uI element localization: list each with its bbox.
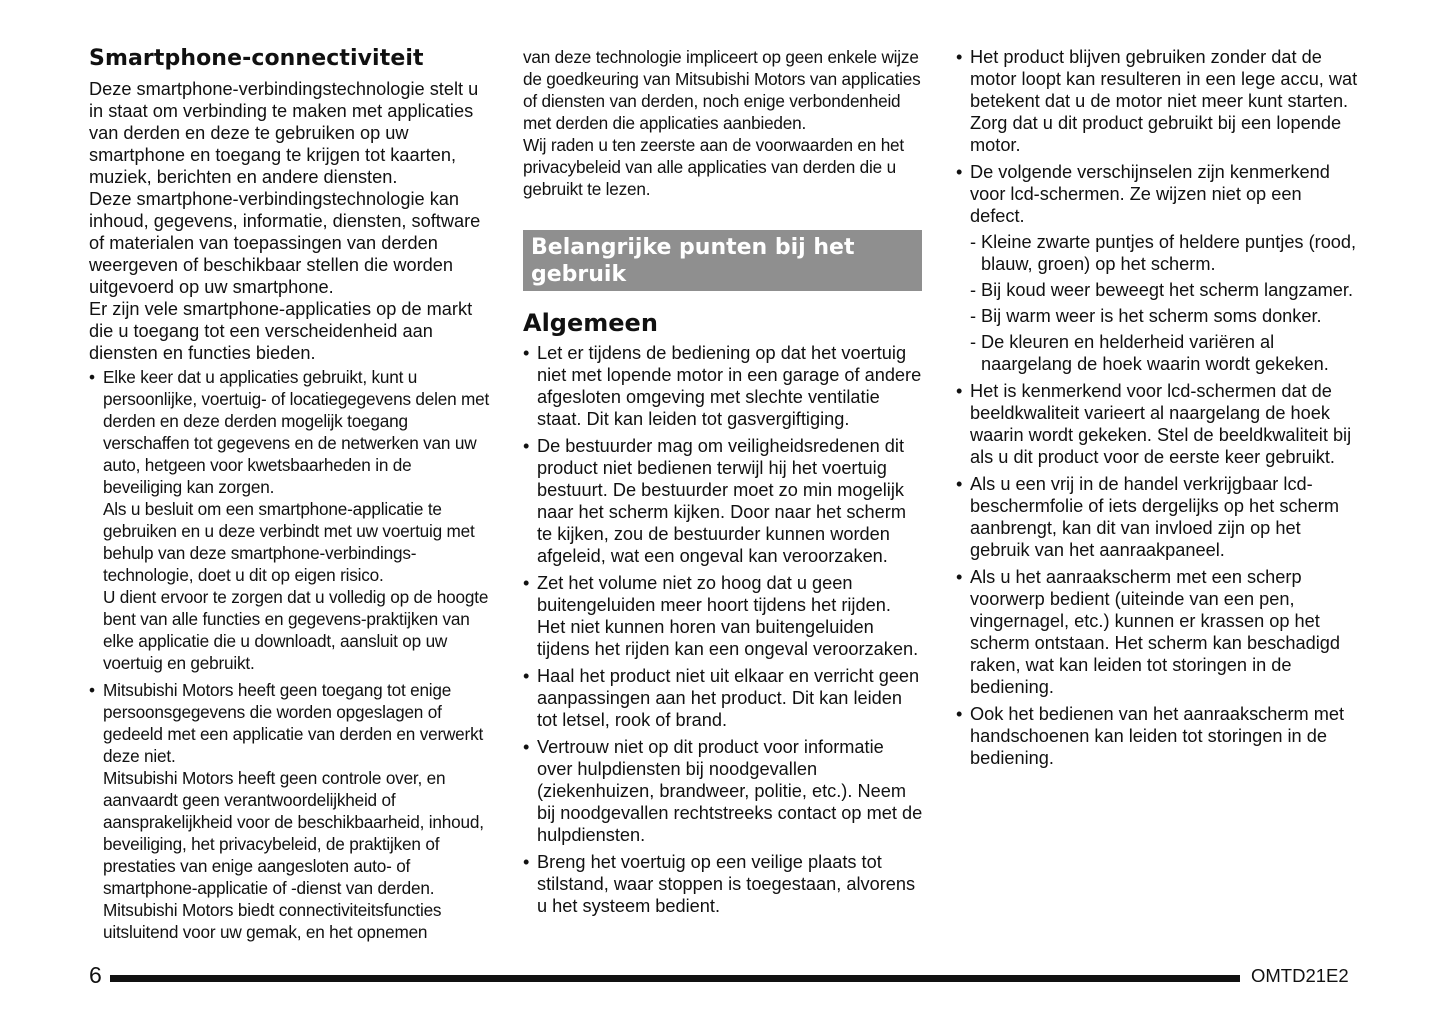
list-item: • Breng het voertuig op een veilige plaats tot stilstand, waar stoppen is toegestaan, alvorens u het systeem bedient.	[523, 851, 923, 917]
bullet-text: • De volgende verschijnselen zijn kenmerkend voor lcd-schermen. Ze wijzen niet op een defect.	[970, 162, 1330, 226]
list-item: • Vertrouw niet op dit product voor informatie over hulpdiensten bij noodgevallen (ziekenhuizen, brandweer, politie, etc.). Neem bij noodgevallen rechtstreeks contact op met de hulpdiensten.	[523, 736, 923, 846]
list-item: • Als u een vrij in de handel verkrijgbaar lcd-beschermfolie of iets dergelijks op het scherm aanbrengt, kan dit van invloed zijn op het gebruik van het aanraakpaneel.	[956, 473, 1360, 561]
column-middle	[523, 46, 923, 922]
list-item: • Zet het volume niet zo hoog dat u geen buitengeluiden meer hoort tijdens het rijden. Het niet kunnen horen van buitengeluiden tijdens het rijden kan een ongeval veroorzaken.	[523, 572, 923, 660]
dash-list	[970, 231, 1360, 375]
bullet-text: Mitsubishi Motors heeft geen controle over, en aanvaardt geen verantwoordelijkheid of aansprakelijkheid voor de beschikbaarheid, inhoud, beveiliging, het privacybeleid, de praktijken of prestaties van enige aangesloten auto- of smartphone-applicatie of -dienst van derden. Mitsubishi Motors biedt connectiviteitsfuncties uitsluitend voor uw gemak, en het opnemen	[103, 768, 484, 942]
section-title: Smartphone-connectiviteit	[89, 46, 424, 71]
section-banner: Belangrijke punten bij het gebruik	[523, 230, 922, 291]
continuation-text: van deze technologie impliceert op geen enkele wijze de goedkeuring van Mitsubishi Motors van applicaties of diensten van derden, noch enige verbondenheid met derden die applicaties aanbieden.	[523, 47, 921, 133]
bullet-list	[956, 46, 1360, 769]
subsection-title: Algemeen	[523, 309, 658, 337]
dash-item: - Bij koud weer beweegt het scherm langzamer.	[970, 279, 1360, 301]
dash-item: - De kleuren en helderheid variëren al naargelang de hoek waarin wordt gekeken.	[970, 331, 1360, 375]
bullet-list	[523, 342, 923, 917]
footer-divider	[110, 975, 1240, 982]
list-item	[956, 161, 1360, 375]
advice-text: Wij raden u ten zeerste aan de voorwaarden en het privacybeleid van alle applicaties van derden die u gebruikt te lezen.	[523, 135, 904, 199]
column-left	[89, 46, 493, 948]
list-item: • Let er tijdens de bediening op dat het voertuig niet met lopende motor in een garage of andere afgesloten omgeving met slechte ventilatie staat. Dit kan leiden tot gasvergiftiging.	[523, 342, 923, 430]
paragraph: Deze smartphone-verbindingstechnologie kan inhoud, gegevens, informatie, diensten, software of materialen van toepassingen van derden weergeven of beschikbaar stellen die worden uitgevoerd op uw smartphone.	[89, 189, 481, 297]
list-item: • Het is kenmerkend voor lcd-schermen dat de beeldkwaliteit varieert al naargelang de hoek waarin wordt gekeken. Stel de beeldkwaliteit bij als u dit product voor de eerste keer gebruikt.	[956, 380, 1360, 468]
list-item	[89, 679, 493, 943]
list-item: • Haal het product niet uit elkaar en verricht geen aanpassingen aan het product. Dit kan leiden tot letsel, rook of brand.	[523, 665, 923, 731]
column-right	[956, 46, 1360, 774]
bullet-text: • Mitsubishi Motors heeft geen toegang tot enige persoonsgegevens die worden opgeslagen of gedeeld met een applicatie van derden en verwerkt deze niet.	[103, 680, 484, 766]
intro-paragraph: Deze smartphone-verbindingstechnologie stelt u in staat om verbinding te maken met applicaties van derden en deze te gebruiken op uw smartphone en toegang te krijgen tot kaarten, muziek, berichten en andere diensten.	[89, 79, 479, 187]
page-number: 6	[89, 962, 102, 988]
bullet-text: • Elke keer dat u applicaties gebruikt, kunt u persoonlijke, voertuig- of locatiegegevens delen met derden en deze derden mogelijk toegang verschaffen tot gegevens en de netwerken van uw auto, hetgeen voor kwetsbaarheden in de beveiliging kan zorgen.	[103, 367, 490, 497]
bullet-text: • Het product blijven gebruiken zonder dat de motor loopt kan resulteren in een lege accu, wat betekent dat u de motor niet meer kunt starten.	[970, 47, 1358, 111]
bullet-text: U dient ervoor te zorgen dat u volledig op de hoogte bent van alle functies en gegevens-praktijken van elke applicatie die u downloadt, aansluit op uw voertuig en gebruikt.	[103, 587, 489, 673]
bullet-text: Zorg dat u dit product gebruikt bij een lopende motor.	[970, 113, 1342, 155]
list-item: • Als u het aanraakscherm met een scherp voorwerp bedient (uiteinde van een pen, vingernagel, etc.) kunnen er krassen op het scherm ontstaan. Het scherm kan beschadigd raken, wat kan leiden tot storingen in de bediening.	[956, 566, 1360, 698]
list-item	[956, 46, 1360, 156]
list-item	[89, 366, 493, 674]
list-item: • Ook het bedienen van het aanraakscherm met handschoenen kan leiden tot storingen in de bediening.	[956, 703, 1360, 769]
dash-item: - Bij warm weer is het scherm soms donker.	[970, 305, 1360, 327]
bullet-text: Als u besluit om een smartphone-applicatie te gebruiken en u deze verbindt met uw voertuig met behulp van deze smartphone-verbindings-technologie, doet u dit op eigen risico.	[103, 499, 475, 585]
paragraph: Er zijn vele smartphone-applicaties op de markt die u toegang tot een verscheidenheid aan diensten en functies bieden.	[89, 299, 473, 363]
bullet-list	[89, 366, 493, 943]
document-code: OMTD21E2	[1251, 965, 1349, 986]
list-item: • De bestuurder mag om veiligheidsredenen dit product niet bedienen terwijl hij het voertuig bestuurt. De bestuurder moet zo min mogelijk naar het scherm kijken. Door naar het scherm te kijken, zou de bestuurder kunnen worden afgeleid, wat een ongeval kan veroorzaken.	[523, 435, 923, 567]
dash-item: - Kleine zwarte puntjes of heldere puntjes (rood, blauw, groen) op het scherm.	[970, 231, 1360, 275]
